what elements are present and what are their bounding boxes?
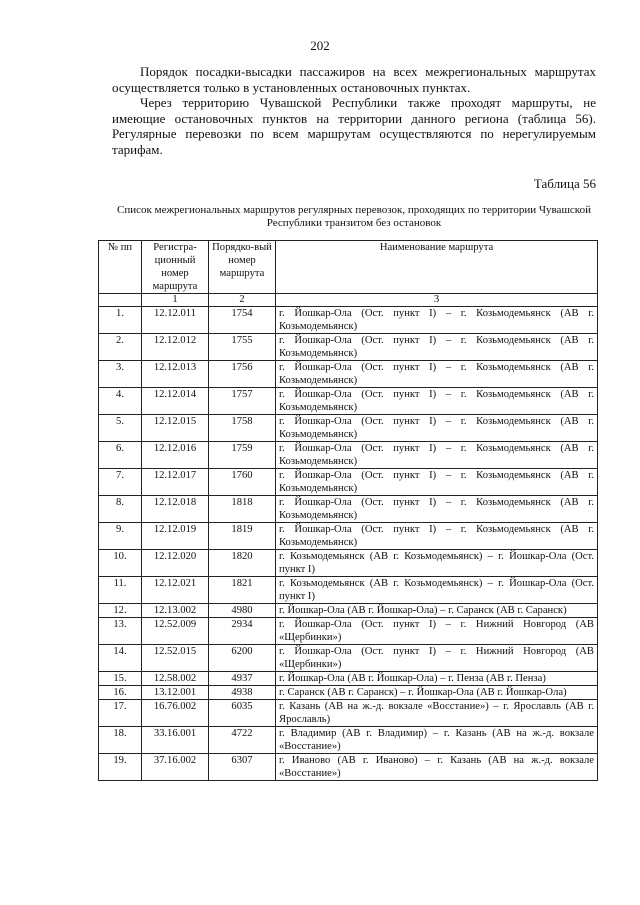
row-order-number: 1760 — [209, 469, 276, 496]
table-row — [99, 523, 598, 550]
row-number: 13. — [99, 618, 142, 645]
row-reg-number: 12.12.020 — [142, 550, 209, 577]
row-reg-number: 12.12.017 — [142, 469, 209, 496]
table-number: Таблица 56 — [533, 176, 596, 191]
row-number: 2. — [99, 334, 142, 361]
table-row — [99, 550, 598, 577]
row-reg-number: 12.58.002 — [142, 672, 209, 686]
row-route-name: г. Йошкар-Ола (АВ г. Йошкар-Ола) – г. Саранск (АВ г. Саранск) — [276, 604, 598, 618]
row-order-number: 1757 — [209, 388, 276, 415]
row-order-number: 1818 — [209, 496, 276, 523]
row-route-name: г. Йошкар-Ола (Ост. пункт I) – г. Козьмодемьянск (АВ г. Козьмодемьянск) — [276, 361, 598, 388]
table-row — [99, 577, 598, 604]
intro-text — [112, 64, 596, 157]
row-reg-number: 12.12.011 — [142, 307, 209, 334]
row-reg-number: 37.16.002 — [142, 754, 209, 781]
header-num: № пп — [99, 241, 142, 294]
row-route-name: г. Йошкар-Ола (Ост. пункт I) – г. Козьмодемьянск (АВ г. Козьмодемьянск) — [276, 523, 598, 550]
row-number: 19. — [99, 754, 142, 781]
table-row — [99, 388, 598, 415]
row-order-number: 4938 — [209, 686, 276, 700]
row-order-number: 4980 — [209, 604, 276, 618]
row-route-name: г. Иваново (АВ г. Иваново) – г. Казань (АВ на ж.-д. вокзале «Восстание») — [276, 754, 598, 781]
row-order-number: 1820 — [209, 550, 276, 577]
row-reg-number: 12.12.019 — [142, 523, 209, 550]
row-order-number: 1759 — [209, 442, 276, 469]
row-order-number: 6200 — [209, 645, 276, 672]
column-index: 2 — [209, 294, 276, 307]
row-number: 12. — [99, 604, 142, 618]
row-number: 11. — [99, 577, 142, 604]
table-body — [99, 307, 598, 781]
table-row — [99, 645, 598, 672]
table-row — [99, 672, 598, 686]
routes-table — [98, 240, 598, 781]
row-number: 17. — [99, 700, 142, 727]
table-row — [99, 496, 598, 523]
row-reg-number: 12.12.013 — [142, 361, 209, 388]
table-row — [99, 618, 598, 645]
row-number: 6. — [99, 442, 142, 469]
row-reg-number: 12.12.016 — [142, 442, 209, 469]
table-row — [99, 307, 598, 334]
row-order-number: 1756 — [209, 361, 276, 388]
row-number: 15. — [99, 672, 142, 686]
row-route-name: г. Йошкар-Ола (Ост. пункт I) – г. Козьмодемьянск (АВ г. Козьмодемьянск) — [276, 334, 598, 361]
row-number: 10. — [99, 550, 142, 577]
row-reg-number: 16.76.002 — [142, 700, 209, 727]
row-route-name: г. Козьмодемьянск (АВ г. Козьмодемьянск) – г. Йошкар-Ола (Ост. пункт I) — [276, 577, 598, 604]
column-index-row — [99, 294, 598, 307]
row-reg-number: 12.12.015 — [142, 415, 209, 442]
row-order-number: 1754 — [209, 307, 276, 334]
table-row — [99, 727, 598, 754]
table-row — [99, 361, 598, 388]
row-reg-number: 12.52.009 — [142, 618, 209, 645]
header-row — [99, 241, 598, 294]
row-order-number: 1755 — [209, 334, 276, 361]
row-reg-number: 12.12.012 — [142, 334, 209, 361]
column-index-empty — [99, 294, 142, 307]
table-row — [99, 686, 598, 700]
row-order-number: 6035 — [209, 700, 276, 727]
row-route-name: г. Йошкар-Ола (Ост. пункт I) – г. Козьмодемьянск (АВ г. Козьмодемьянск) — [276, 307, 598, 334]
row-order-number: 1821 — [209, 577, 276, 604]
row-number: 16. — [99, 686, 142, 700]
row-number: 1. — [99, 307, 142, 334]
row-number: 9. — [99, 523, 142, 550]
header-order-number: Порядко-вый номер маршрута — [209, 241, 276, 294]
table-row — [99, 469, 598, 496]
row-route-name: г. Козьмодемьянск (АВ г. Козьмодемьянск) – г. Йошкар-Ола (Ост. пункт I) — [276, 550, 598, 577]
row-number: 3. — [99, 361, 142, 388]
row-route-name: г. Йошкар-Ола (АВ г. Йошкар-Ола) – г. Пенза (АВ г. Пенза) — [276, 672, 598, 686]
row-order-number: 1758 — [209, 415, 276, 442]
column-index: 3 — [276, 294, 598, 307]
header-route-name: Наименование маршрута — [276, 241, 598, 294]
row-route-name: г. Йошкар-Ола (Ост. пункт I) – г. Козьмодемьянск (АВ г. Козьмодемьянск) — [276, 415, 598, 442]
row-order-number: 1819 — [209, 523, 276, 550]
row-number: 7. — [99, 469, 142, 496]
row-reg-number: 12.13.002 — [142, 604, 209, 618]
row-order-number: 2934 — [209, 618, 276, 645]
row-route-name: г. Казань (АВ на ж.-д. вокзале «Восстание») – г. Ярославль (АВ г. Ярославль) — [276, 700, 598, 727]
table-row — [99, 604, 598, 618]
page-number: 202 — [310, 38, 330, 53]
row-number: 18. — [99, 727, 142, 754]
row-route-name: г. Владимир (АВ г. Владимир) – г. Казань (АВ на ж.-д. вокзале «Восстание») — [276, 727, 598, 754]
row-number: 14. — [99, 645, 142, 672]
row-route-name: г. Йошкар-Ола (Ост. пункт I) – г. Козьмодемьянск (АВ г. Козьмодемьянск) — [276, 496, 598, 523]
row-order-number: 6307 — [209, 754, 276, 781]
row-reg-number: 33.16.001 — [142, 727, 209, 754]
table-row — [99, 754, 598, 781]
table-row — [99, 334, 598, 361]
row-reg-number: 12.52.015 — [142, 645, 209, 672]
intro-paragraph: Через территорию Чувашской Республики также проходят маршруты, не имеющие остановочных пунктов на территории данного региона (таблица 56). Регулярные перевозки по всем маршрутам осуществляются по нерегулируемым тарифам. — [112, 95, 596, 157]
row-number: 4. — [99, 388, 142, 415]
intro-paragraph: Порядок посадки-высадки пассажиров на всех межрегиональных маршрутах осуществляется только в установленных остановочных пунктах. — [112, 64, 596, 95]
row-route-name: г. Йошкар-Ола (Ост. пункт I) – г. Козьмодемьянск (АВ г. Козьмодемьянск) — [276, 469, 598, 496]
table-row — [99, 415, 598, 442]
row-number: 5. — [99, 415, 142, 442]
row-reg-number: 13.12.001 — [142, 686, 209, 700]
column-index: 1 — [142, 294, 209, 307]
row-route-name: г. Саранск (АВ г. Саранск) – г. Йошкар-Ола (АВ г. Йошкар-Ола) — [276, 686, 598, 700]
row-reg-number: 12.12.021 — [142, 577, 209, 604]
table-caption: Список межрегиональных маршрутов регулярных перевозок, проходящих по территории Чувашской Республики транзитом без остановок — [117, 204, 591, 229]
table-row — [99, 442, 598, 469]
row-route-name: г. Йошкар-Ола (Ост. пункт I) – г. Козьмодемьянск (АВ г. Козьмодемьянск) — [276, 442, 598, 469]
row-reg-number: 12.12.014 — [142, 388, 209, 415]
row-reg-number: 12.12.018 — [142, 496, 209, 523]
header-reg-number: Регистра-ционный номер маршрута — [142, 241, 209, 294]
row-order-number: 4937 — [209, 672, 276, 686]
row-order-number: 4722 — [209, 727, 276, 754]
row-number: 8. — [99, 496, 142, 523]
row-route-name: г. Йошкар-Ола (Ост. пункт I) – г. Нижний Новгород (АВ «Щербинки») — [276, 645, 598, 672]
row-route-name: г. Йошкар-Ола (Ост. пункт I) – г. Козьмодемьянск (АВ г. Козьмодемьянск) — [276, 388, 598, 415]
row-route-name: г. Йошкар-Ола (Ост. пункт I) – г. Нижний Новгород (АВ «Щербинки») — [276, 618, 598, 645]
table-row — [99, 700, 598, 727]
